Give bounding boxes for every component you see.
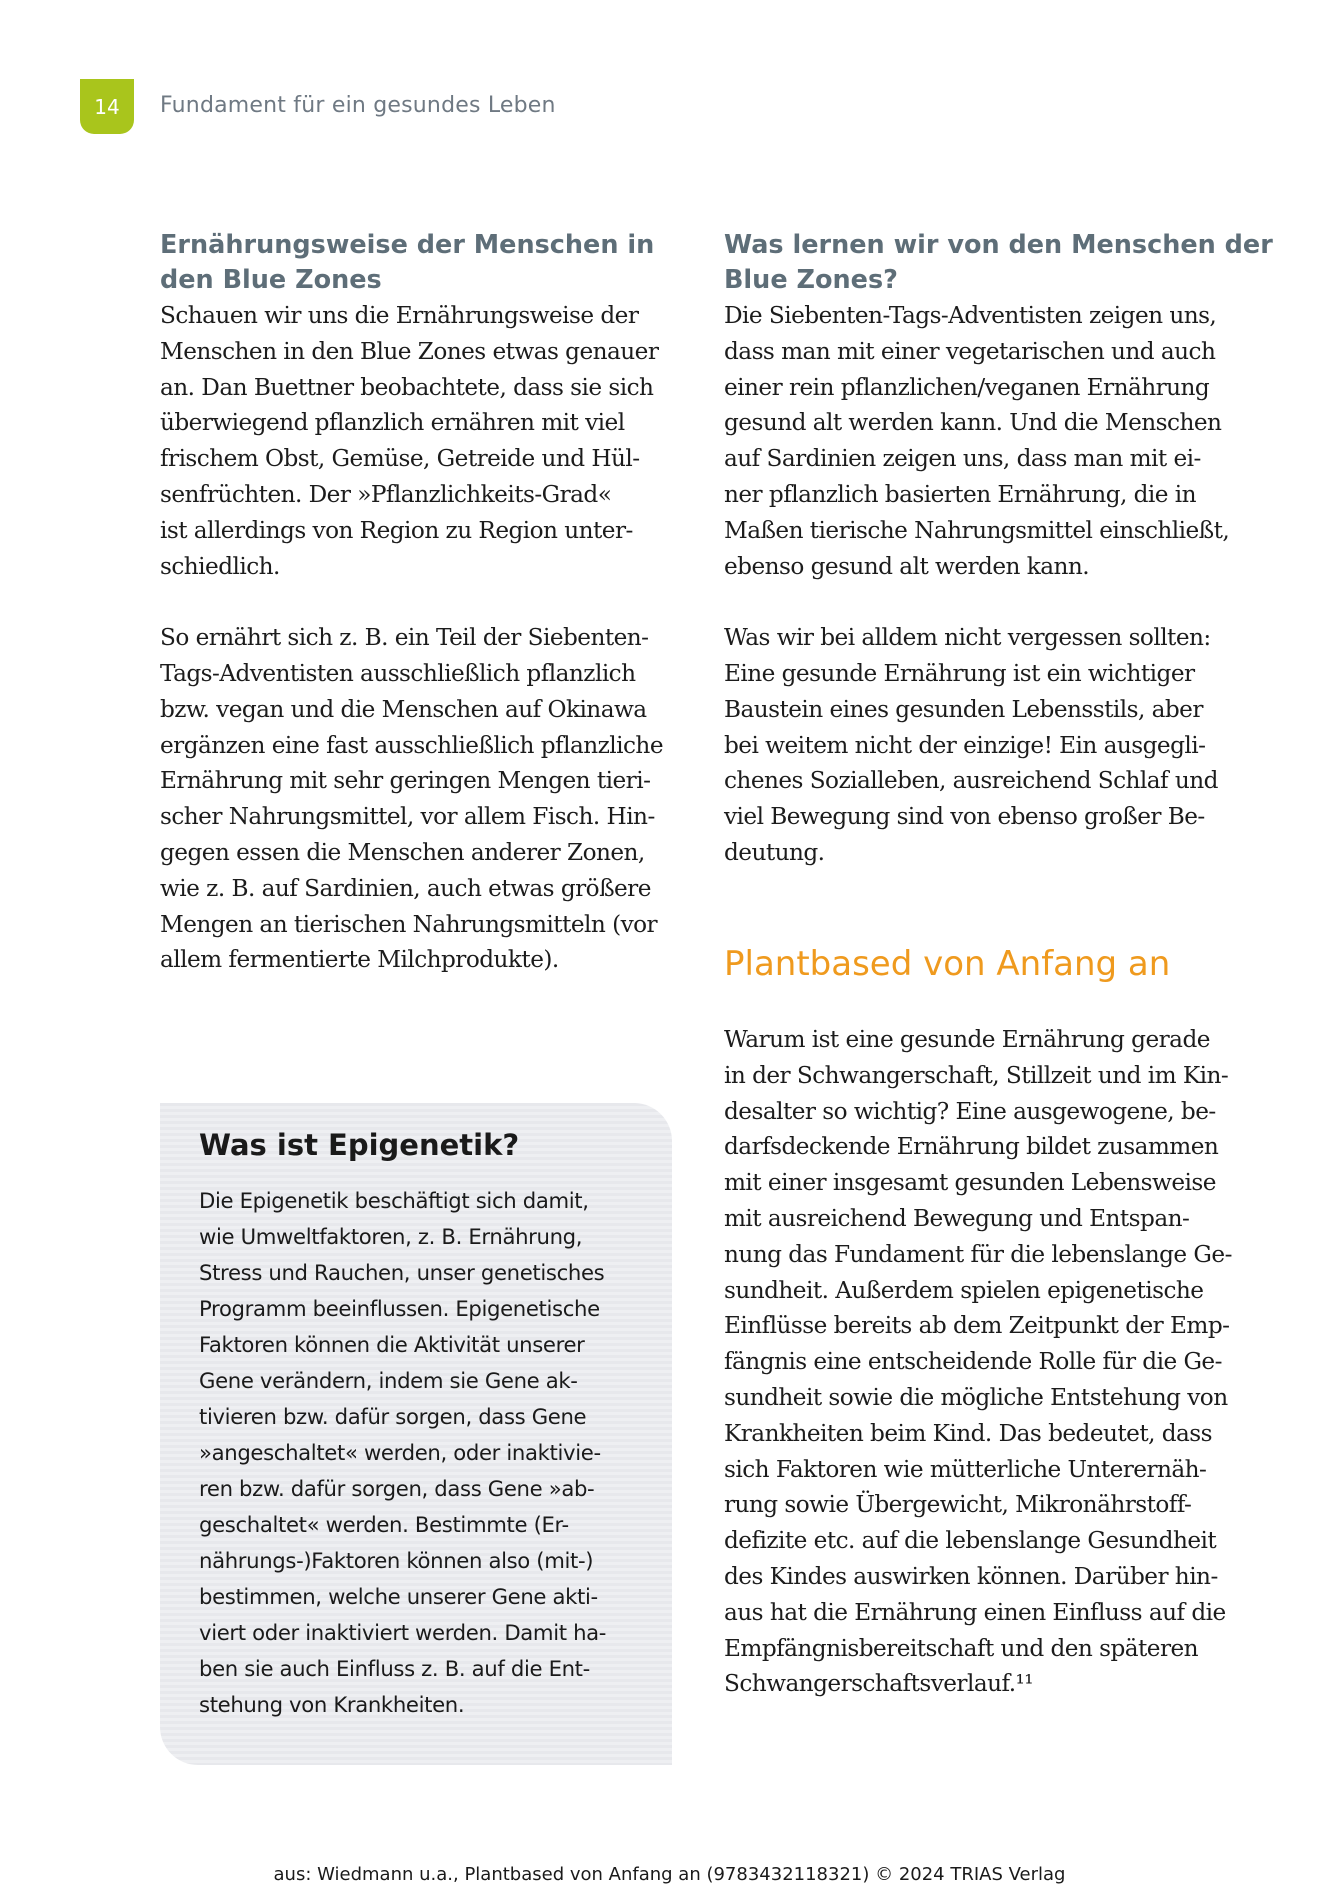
text-line: Faktoren können die Aktivität unserer xyxy=(199,1332,585,1357)
text-line: nung das Fundament für die lebenslange Ge- xyxy=(724,1240,1232,1268)
text-line: So ernährt sich z. B. ein Teil der Siebenten- xyxy=(160,624,649,652)
text-line: Einflüsse bereits ab dem Zeitpunkt der Emp- xyxy=(724,1312,1230,1340)
text-line: »angeschaltet« werden, oder inaktivie- xyxy=(199,1440,601,1465)
text-line: Krankheiten beim Kind. Das bedeutet, dass xyxy=(724,1419,1212,1447)
text-line: aus hat die Ernährung einen Einfluss auf die xyxy=(724,1598,1226,1626)
text-line: viel Bewegung sind von ebenso großer Be- xyxy=(724,803,1205,831)
text-line: Eine gesunde Ernährung ist ein wichtiger xyxy=(724,659,1195,687)
text-line: bei weitem nicht der einzige! Ein ausgegli- xyxy=(724,731,1206,759)
subhead-line: Ernährungsweise der Menschen in xyxy=(160,230,655,260)
text-line: rung sowie Übergewicht, Mikronährstoff- xyxy=(724,1491,1192,1519)
text-line: desalter so wichtig? Eine ausgewogene, be- xyxy=(724,1097,1216,1125)
text-line: frischem Obst, Gemüse, Getreide und Hül- xyxy=(160,445,640,473)
text-line: Mengen an tierischen Nahrungsmitteln (vor xyxy=(160,910,658,938)
text-line: Schwangerschaftsverlauf.¹¹ xyxy=(724,1670,1034,1698)
text-line: chenes Sozialleben, ausreichend Schlaf und xyxy=(724,767,1218,795)
page-number: 14 xyxy=(80,79,134,134)
paragraph xyxy=(160,298,690,584)
text-line: deutung. xyxy=(724,838,825,866)
text-line: Die Epigenetik beschäftigt sich damit, xyxy=(199,1188,589,1213)
paragraph xyxy=(724,298,1254,584)
running-head: Fundament für ein gesundes Leben xyxy=(160,93,556,118)
subhead-what-we-learn xyxy=(724,228,1273,298)
text-line: allem fermentierte Milchprodukte). xyxy=(160,946,559,974)
text-line: des Kindes auswirken können. Darüber hin- xyxy=(724,1562,1218,1590)
info-box-title: Was ist Epigenetik? xyxy=(199,1128,520,1162)
text-line: mit ausreichend Bewegung und Entspan- xyxy=(724,1204,1190,1232)
text-line: fängnis eine entscheidende Rolle für die Ge- xyxy=(724,1348,1222,1376)
info-box-text xyxy=(199,1183,649,1723)
text-line: ner pflanzlich basierten Ernährung, die in xyxy=(724,480,1197,508)
text-line: viert oder inaktiviert werden. Damit ha- xyxy=(199,1620,607,1645)
text-line: Gene verändern, indem sie Gene ak- xyxy=(199,1368,578,1393)
text-line: Schauen wir uns die Ernährungsweise der xyxy=(160,302,639,329)
section-title: Plantbased von Anfang an xyxy=(724,944,1171,984)
text-line: scher Nahrungsmittel, vor allem Fisch. Hin- xyxy=(160,803,655,831)
text-line: sundheit. Außerdem spielen epigenetische xyxy=(724,1276,1204,1304)
text-line: nährungs-)Faktoren können also (mit-) xyxy=(199,1548,594,1573)
text-line: Die Siebenten-Tags-Adventisten zeigen uns, xyxy=(724,302,1217,329)
text-line: dass man mit einer vegetarischen und auch xyxy=(724,337,1216,365)
text-line: sundheit sowie die mögliche Entstehung von xyxy=(724,1383,1228,1411)
text-line: Warum ist eine gesunde Ernährung gerade xyxy=(724,1026,1210,1053)
subhead-line: den Blue Zones xyxy=(160,265,382,295)
text-line: mit einer insgesamt gesunden Lebensweise xyxy=(724,1169,1216,1197)
text-line: ebenso gesund alt werden kann. xyxy=(724,552,1090,580)
right-column-section xyxy=(724,1022,1254,1702)
text-line: Maßen tierische Nahrungsmittel einschließt, xyxy=(724,516,1230,544)
text-line: an. Dan Buettner beobachtete, dass sie sich xyxy=(160,373,654,401)
text-line: senfrüchten. Der »Pflanzlichkeits-Grad« xyxy=(160,480,612,508)
paragraph xyxy=(160,620,690,978)
text-line: Was wir bei alldem nicht vergessen sollten: xyxy=(724,624,1211,652)
text-line: Menschen in den Blue Zones etwas genauer xyxy=(160,337,659,365)
left-column xyxy=(160,228,690,978)
text-line: schiedlich. xyxy=(160,552,280,580)
paragraph xyxy=(724,620,1254,871)
text-line: geschaltet« werden. Bestimmte (Er- xyxy=(199,1512,569,1537)
text-line: Programm beeinflussen. Epigenetische xyxy=(199,1296,600,1321)
text-line: auf Sardinien zeigen uns, dass man mit ei- xyxy=(724,445,1201,473)
paragraph xyxy=(724,1022,1254,1702)
text-line: defizite etc. auf die lebenslange Gesundheit xyxy=(724,1527,1217,1555)
text-line: Tags-Adventisten ausschließlich pflanzlich xyxy=(160,659,636,687)
footer-source: aus: Wiedmann u.a., Plantbased von Anfang an (9783432118321) © 2024 TRIAS Verlag xyxy=(273,1864,1066,1885)
text-line: stehung von Krankheiten. xyxy=(199,1692,465,1717)
text-line: in der Schwangerschaft, Stillzeit und im Kin- xyxy=(724,1061,1229,1089)
text-line: Empfängnisbereitschaft und den späteren xyxy=(724,1634,1199,1662)
text-line: einer rein pflanzlichen/veganen Ernährung xyxy=(724,373,1210,401)
text-line: bestimmen, welche unserer Gene akti- xyxy=(199,1584,598,1609)
text-line: ist allerdings von Region zu Region unter- xyxy=(160,516,633,544)
text-line: wie Umweltfaktoren, z. B. Ernährung, xyxy=(199,1224,583,1249)
text-line: tivieren bzw. dafür sorgen, dass Gene xyxy=(199,1404,587,1429)
text-line: überwiegend pflanzlich ernähren mit viel xyxy=(160,409,625,437)
text-line: ren bzw. dafür sorgen, dass Gene »ab- xyxy=(199,1476,595,1501)
subhead-blue-zones-diet xyxy=(160,228,690,298)
text-line: Ernährung mit sehr geringen Mengen tieri- xyxy=(160,767,651,795)
subhead-line: Was lernen wir von den Menschen der xyxy=(724,230,1273,260)
right-column xyxy=(724,228,1273,871)
text-line: wie z. B. auf Sardinien, auch etwas größere xyxy=(160,874,651,902)
text-line: ben sie auch Einfluss z. B. auf die Ent- xyxy=(199,1656,590,1681)
text-line: Stress und Rauchen, unser genetisches xyxy=(199,1260,605,1285)
text-line: sich Faktoren wie mütterliche Unterernäh- xyxy=(724,1455,1207,1483)
subhead-line: Blue Zones? xyxy=(724,265,898,295)
text-line: gesund alt werden kann. Und die Menschen xyxy=(724,409,1222,437)
text-line: bzw. vegan und die Menschen auf Okinawa xyxy=(160,695,647,723)
text-line: ergänzen eine fast ausschließlich pflanzliche xyxy=(160,731,663,759)
text-line: gegen essen die Menschen anderer Zonen, xyxy=(160,838,645,866)
text-line: Baustein eines gesunden Lebensstils, aber xyxy=(724,695,1203,723)
text-line: darfsdeckende Ernährung bildet zusammen xyxy=(724,1133,1219,1161)
